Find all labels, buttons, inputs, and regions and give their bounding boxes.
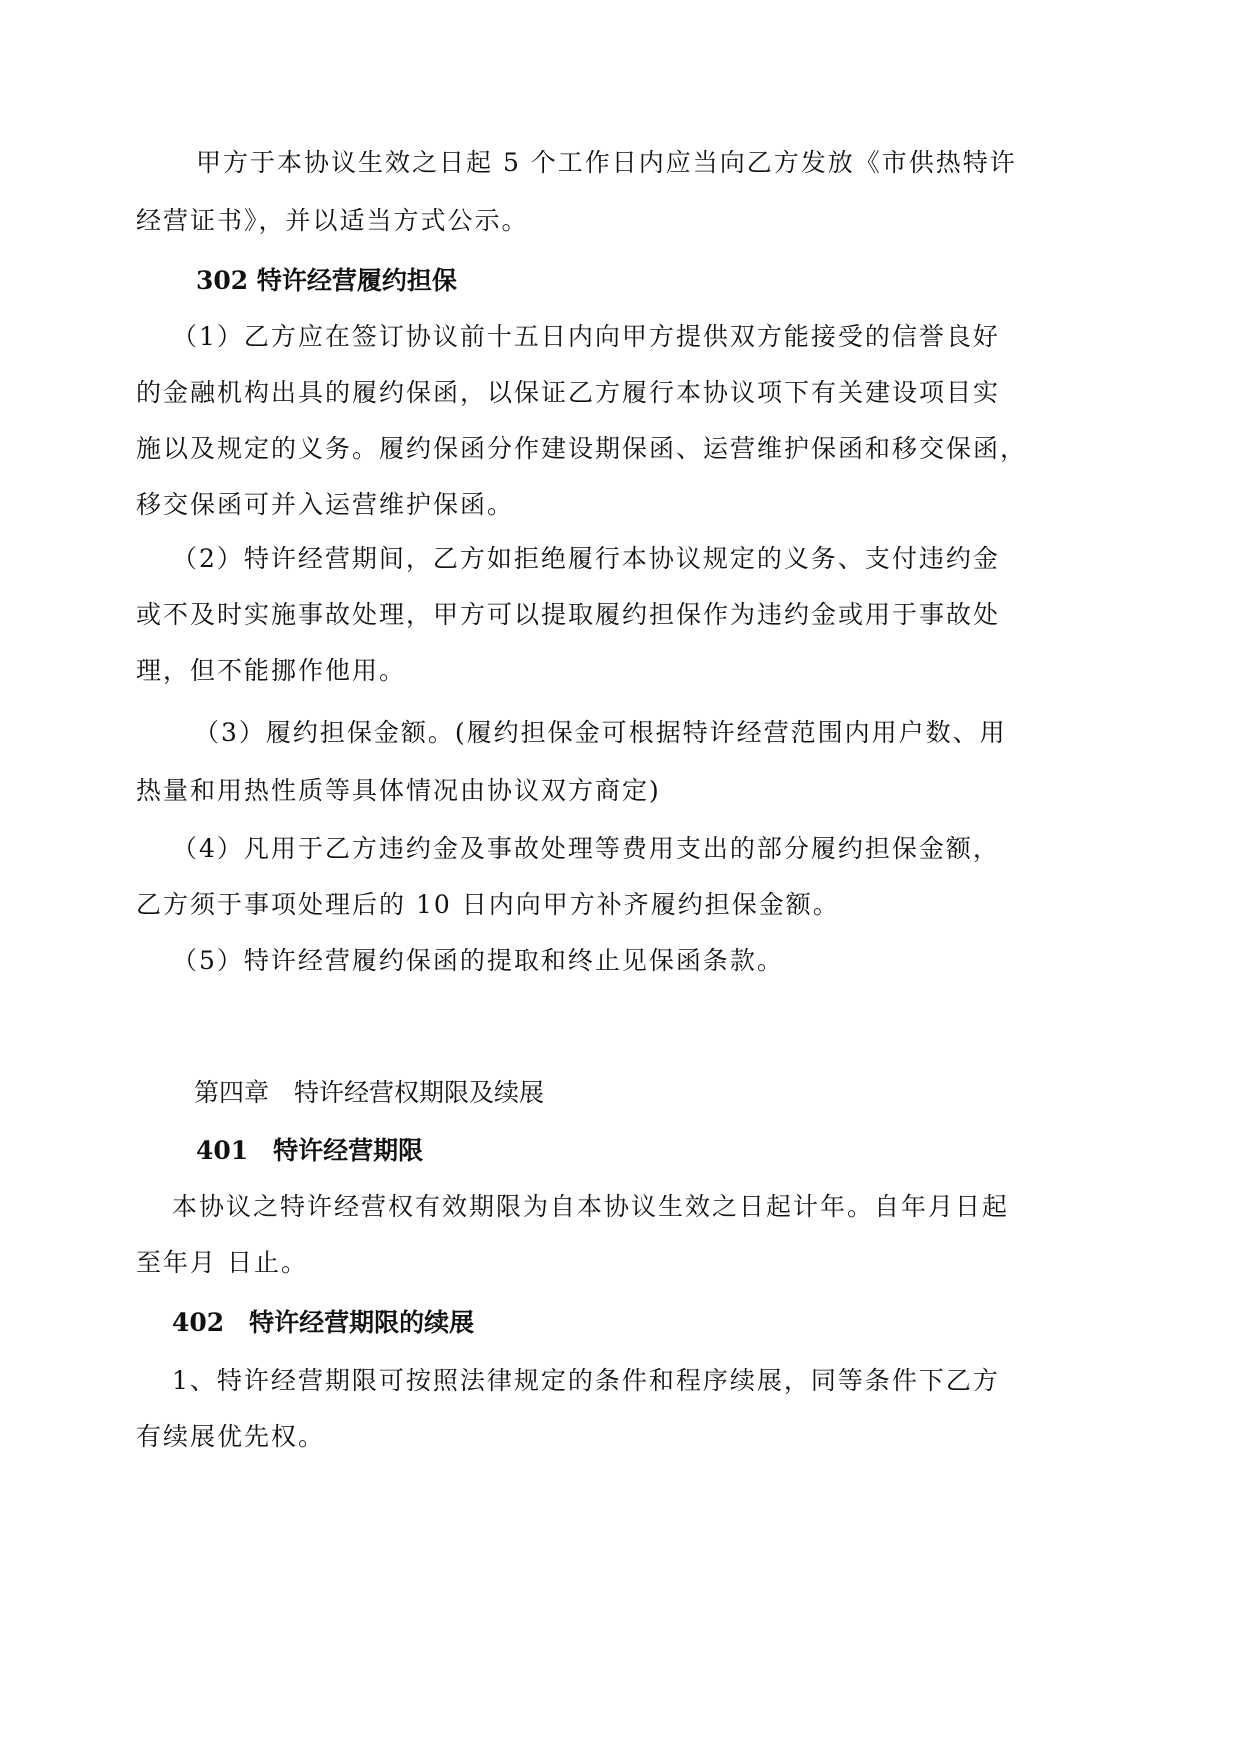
chapter-title: 第四章 特许经营权期限及续展 <box>194 1078 545 1107</box>
paragraph-line: 热量和用热性质等具体情况由协议双方商定) <box>136 776 661 805</box>
paragraph-line: 的金融机构出具的履约保函，以保证乙方履行本协议项下有关建设项目实 <box>136 378 1001 407</box>
paragraph-line: （3）履约担保金额。(履约担保金可根据特许经营范围内用户数、用 <box>194 718 1007 747</box>
paragraph-line: 施以及规定的义务。履约保函分作建设期保函、运营维护保函和移交保函， <box>136 434 1028 463</box>
paragraph-line: （4）凡用于乙方违约金及事故处理等费用支出的部分履约担保金额， <box>172 834 1000 863</box>
paragraph-line: 移交保函可并入运营维护保函。 <box>136 490 515 519</box>
paragraph-line: （1）乙方应在签订协议前十五日内向甲方提供双方能接受的信誉良好 <box>172 322 1000 351</box>
paragraph-line: 乙方须于事项处理后的 10 日内向甲方补齐履约担保金额。 <box>136 890 840 919</box>
paragraph-line: 或不及时实施事故处理，甲方可以提取履约担保作为违约金或用于事故处 <box>136 600 1001 629</box>
paragraph-line: （2）特许经营期间，乙方如拒绝履行本协议规定的义务、支付违约金 <box>172 544 1000 573</box>
section-heading-302: 302 特许经营履约担保 <box>196 266 457 295</box>
paragraph-line: 理，但不能挪作他用。 <box>136 656 407 685</box>
paragraph-line: 有续展优先权。 <box>136 1422 326 1451</box>
paragraph-line: 甲方于本协议生效之日起 5 个工作日内应当向乙方发放《市供热特许 <box>196 148 1017 177</box>
paragraph-line: （5）特许经营履约保函的提取和终止见保函条款。 <box>172 946 784 975</box>
paragraph-line: 至年月 日止。 <box>136 1248 308 1277</box>
paragraph-line: 1、特许经营期限可按照法律规定的条件和程序续展，同等条件下乙方 <box>172 1366 1000 1395</box>
paragraph-line: 本协议之特许经营权有效期限为自本协议生效之日起计年。自年月日起 <box>172 1192 1010 1221</box>
section-heading-402: 402 特许经营期限的续展 <box>172 1308 475 1337</box>
section-heading-401: 401 特许经营期限 <box>196 1136 424 1165</box>
paragraph-line: 经营证书》，并以适当方式公示。 <box>136 206 529 235</box>
